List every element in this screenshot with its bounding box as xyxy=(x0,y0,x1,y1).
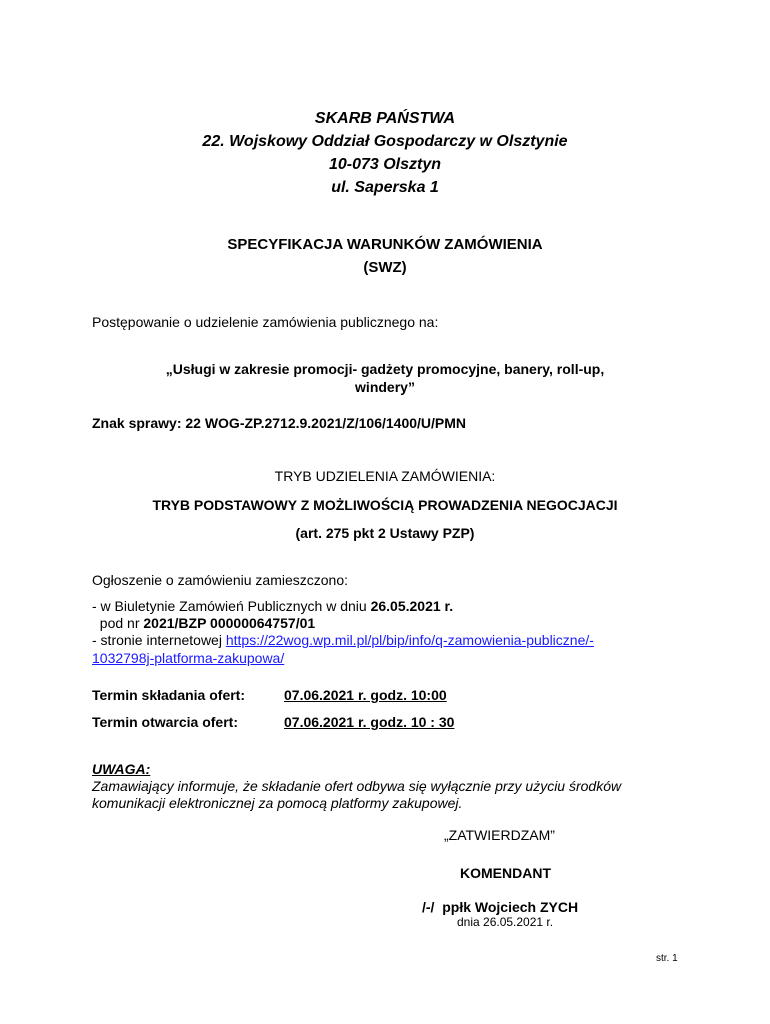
website-link-line-2 xyxy=(92,649,284,667)
website-line xyxy=(92,631,594,649)
header-line-3: 10-073 Olsztyn xyxy=(328,156,442,173)
website-link[interactable]: https://22wog.wp.mil.pl/pl/bip/info/q-zamowienia-publiczne/- xyxy=(225,632,594,648)
subject-line-2: windery” xyxy=(355,379,415,395)
submission-value: 07.06.2021 r. godz. 10:00 xyxy=(284,687,447,703)
document-title: SPECYFIKACJA WARUNKÓW ZAMÓWIENIA xyxy=(227,236,543,253)
opening-label: Termin otwarcia ofert: xyxy=(92,714,238,730)
document-title-abbrev: (SWZ) xyxy=(363,259,407,276)
bulletin-number: 2021/BZP 00000064757/01 xyxy=(143,615,316,631)
announcement-label: Ogłoszenie o zamówieniu zamieszczono: xyxy=(92,572,349,588)
submission-label: Termin składania ofert: xyxy=(92,687,246,703)
mode-value: TRYB PODSTAWOWY Z MOŻLIWOŚCIĄ PROWADZENIA NEGOCJACJI xyxy=(152,497,618,513)
header-line-1: SKARB PAŃSTWA xyxy=(314,110,456,127)
bulletin-prefix: - w Biuletynie Zamówień Publicznych w dniu xyxy=(92,598,371,614)
bulletin-number-line xyxy=(92,614,315,632)
opening-value: 07.06.2021 r. godz. 10 : 30 xyxy=(284,714,455,730)
header-line-4: ul. Saperska 1 xyxy=(331,179,439,196)
bulletin-date: 26.05.2021 r. xyxy=(370,598,454,614)
website-link-continued[interactable]: 1032798j-platforma-zakupowa/ xyxy=(92,650,285,666)
approval-date: dnia 26.05.2021 r. xyxy=(457,915,554,929)
bulletin-line xyxy=(92,597,453,615)
case-number: Znak sprawy: 22 WOG-ZP.2712.9.2021/Z/106/1400/U/PMN xyxy=(92,415,467,431)
approval-text: „ZATWIERDZAM” xyxy=(444,827,555,843)
bulletin-number-prefix: pod nr xyxy=(92,615,144,631)
notice-line-2: komunikacji elektronicznej za pomocą platformy zakupowej. xyxy=(92,795,463,811)
header-line-2: 22. Wojskowy Oddział Gospodarczy w Olsztynie xyxy=(202,133,568,150)
notice-title: UWAGA: xyxy=(92,761,151,777)
subject-line-1: „Usługi w zakresie promocji- gadżety promocyjne, banery, roll-up, xyxy=(165,361,605,377)
intro-text: Postępowanie o udzielenie zamówienia publicznego na: xyxy=(92,314,439,330)
website-prefix: - stronie internetowej xyxy=(92,632,226,648)
signature: /-/ ppłk Wojciech ZYCH xyxy=(422,899,579,915)
mode-label: TRYB UDZIELENIA ZAMÓWIENIA: xyxy=(274,468,496,484)
legal-basis: (art. 275 pkt 2 Ustawy PZP) xyxy=(295,525,475,541)
notice-line-1: Zamawiający informuje, że składanie ofert odbywa się wyłącznie przy użyciu środków xyxy=(92,778,622,794)
approval-role: KOMENDANT xyxy=(460,865,551,881)
page-number: str. 1 xyxy=(656,953,678,964)
